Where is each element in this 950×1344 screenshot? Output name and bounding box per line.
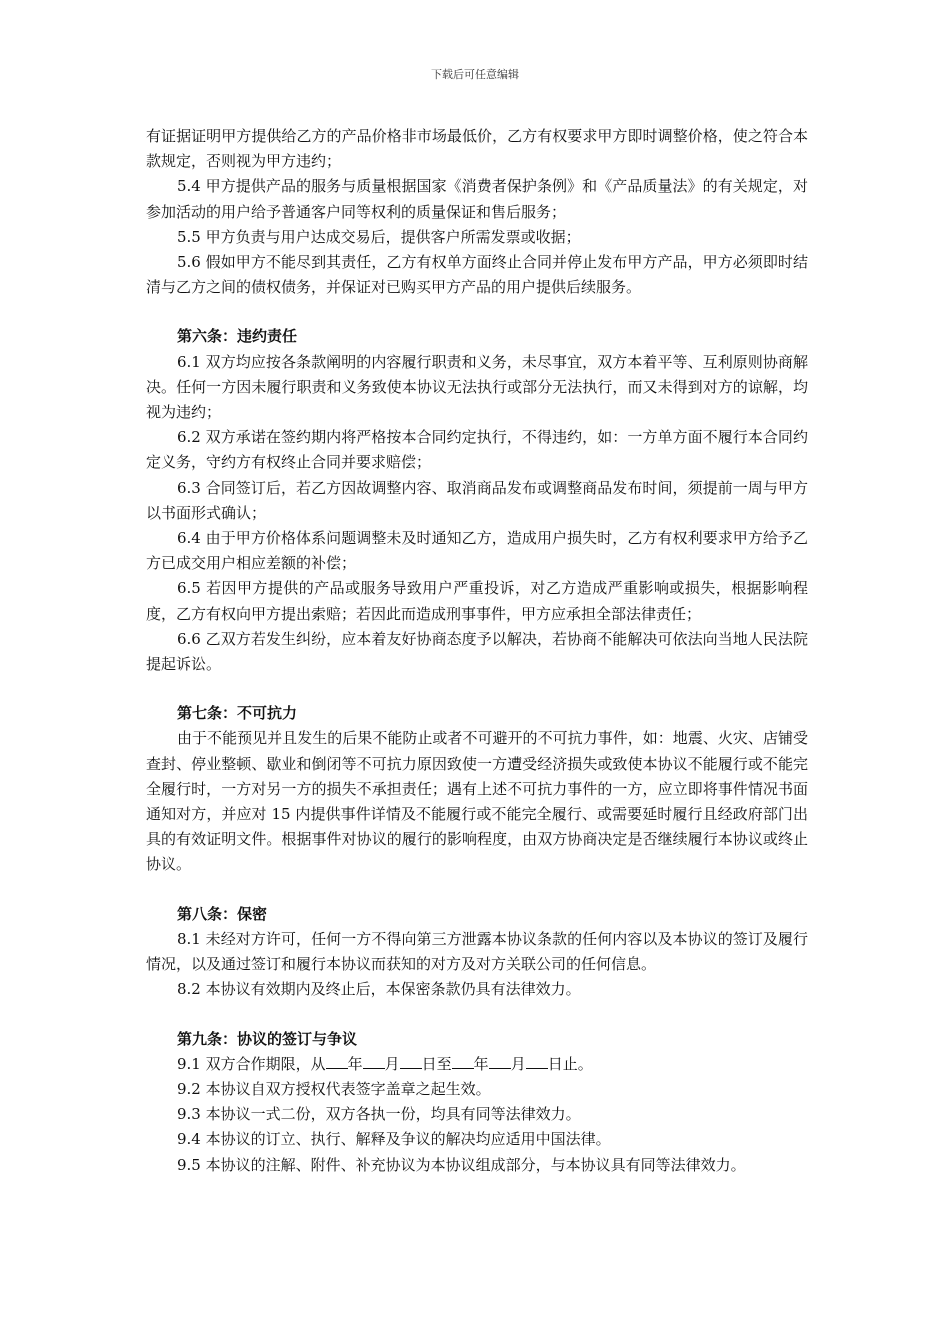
day-blank [526,1054,548,1069]
clause-6-6: 6.6 乙双方若发生纠纷，应本着友好协商态度予以解决，若协商不能解决可依法向当地人民法院提起诉讼。 [146,629,808,674]
clause-5-6: 5.6 假如甲方不能尽到其责任，乙方有权单方面终止合同并停止发布甲方产品，甲方必须即时结清与乙方之间的债权债务，并保证对已购买甲方产品的用户提供后续服务。 [146,253,808,297]
day-blank [400,1054,422,1069]
clause-6-4: 6.4 由于甲方价格体系问题调整未及时通知乙方，造成用户损失时，乙方有权利要求甲方给予乙方已成交用户相应差额的补偿； [146,529,808,573]
clause-9-5: 9.5 本协议的注解、附件、补充协议为本协议组成部分，与本协议具有同等法律效力。 [177,1155,746,1174]
clause-9-4: 9.4 本协议的订立、执行、解释及争议的解决均应适用中国法律。 [177,1130,611,1149]
year-blank [326,1054,348,1069]
clause-6-2: 6.2 双方承诺在签约期内将严格按本合同约定执行，不得违约，如：一方单方面不履行本合同约定义务，守约方有权终止合同并要求赔偿； [146,428,808,472]
spacer [146,878,808,902]
clause-8-1: 8.1 未经对方许可，任何一方不得向第三方泄露本协议条款的任何内容以及本协议的签订及履行情况，以及通过签订和履行本协议而获知的对方及对方关联公司的任何信息。 [146,929,808,974]
month-label: 月 [510,1054,526,1073]
section8-title: 第八条：保密 [177,904,268,923]
day-label: 日止。 [547,1054,593,1073]
year-label: 年 [473,1054,489,1073]
clause-8-2: 8.2 本协议有效期内及终止后，本保密条款仍具有法律效力。 [177,980,581,999]
clause-7-1: 由于不能预见并且发生的后果不能防止或者不可避开的不可抗力事件，如：地震、火灾、店铺受查封、停业整顿、歇业和倒闭等不可抗力原因致使一方遭受经济损失或致使本协议不能履行或不能完全履行时，一方对另一方的损失不承担责任；遇有上述不可抗力事件的一方，应立即将事件情况书面通知对方，并应对 15 内提供事件详情及不能履行或不能完全履行、或需要延时履行且经政府部门出具的有效证明文件。根据事件对协议的履行的影响程度，由双方协商决定是否继续履行本协议或终止协议。 [146,729,808,874]
clause-6-3: 6.3 合同签订后，若乙方因故调整内容、取消商品发布或调整商品发布时间，须提前一周与甲方以书面形式确认； [146,478,808,522]
section7-title: 第七条：不可抗力 [177,704,298,723]
clause-9-3: 9.3 本协议一式二份，双方各执一份，均具有同等法律效力。 [177,1105,581,1124]
clause-6-1: 6.1 双方均应按各条款阐明的内容履行职责和义务，未尽事宜，双方本着平等、互利原则协商解决。任何一方因未履行职责和义务致使本协议无法执行或部分无法执行，而又未得到对方的谅解，均视为违约； [146,352,808,422]
year-label: 年 [347,1054,363,1073]
clause-9-1 [146,1052,808,1077]
month-blank [363,1054,385,1069]
clause-9-1-prefix: 9.1 双方合作期限，从 [177,1054,326,1073]
spacer [146,1003,808,1027]
month-blank [489,1054,511,1069]
spacer [146,677,808,701]
clause-6-5: 6.5 若因甲方提供的产品或服务导致用户严重投诉，对乙方造成严重影响或损失，根据影响程度，乙方有权向甲方提出索赔；若因此而造成刑事事件，甲方应承担全部法律责任； [146,579,808,623]
clause-5-5: 5.5 甲方负责与用户达成交易后，提供客户所需发票或收据； [177,227,581,246]
section6-title: 第六条：违约责任 [177,327,298,346]
year-blank [452,1054,474,1069]
page-header: 下载后可任意编辑 [431,68,519,81]
day-label: 日至 [421,1054,452,1073]
document-body [146,124,808,1178]
clause-5-4: 5.4 甲方提供产品的服务与质量根据国家《消费者保护条例》和《产品质量法》的有关规定，对参加活动的用户给予普通客户同等权利的质量保证和售后服务； [146,177,808,221]
section5-continuation: 有证据证明甲方提供给乙方的产品价格非市场最低价，乙方有权要求甲方即时调整价格，使之符合本款规定，否则视为甲方违约； [146,127,808,171]
spacer [146,300,808,324]
clause-9-2: 9.2 本协议自双方授权代表签字盖章之起生效。 [177,1079,491,1098]
section9-title: 第九条：协议的签订与争议 [177,1029,358,1048]
month-label: 月 [384,1054,400,1073]
